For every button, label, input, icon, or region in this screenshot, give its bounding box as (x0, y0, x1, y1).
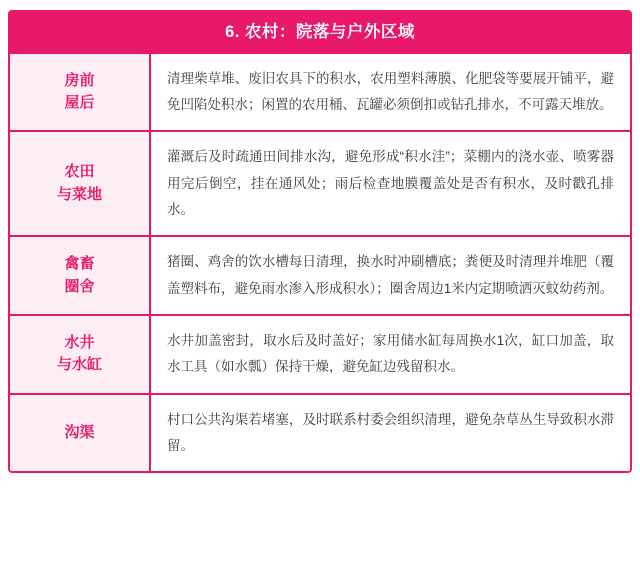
row-label-line: 沟渠 (64, 423, 95, 441)
table-row (10, 54, 630, 132)
table-grid (10, 54, 630, 471)
row-label (10, 54, 150, 132)
table-row (10, 236, 630, 315)
info-table (8, 10, 632, 473)
row-label-line: 农田 (64, 163, 95, 181)
row-label (10, 236, 150, 315)
row-label (10, 131, 150, 236)
table-title: 6. 农村：院落与户外区域 (10, 12, 630, 54)
row-label-line: 禽畜 (64, 255, 95, 273)
row-label (10, 394, 150, 472)
row-label-line: 圈舍 (64, 277, 95, 295)
row-content: 村口公共沟渠若堵塞，及时联系村委会组织清理，避免杂草丛生导致积水滞留。 (150, 394, 630, 472)
row-label-line: 水井 (64, 333, 95, 351)
table-row (10, 315, 630, 394)
row-label-line: 屋后 (64, 94, 95, 112)
row-label-line: 房前 (64, 71, 95, 89)
table-row (10, 394, 630, 472)
row-label (10, 315, 150, 394)
row-content: 水井加盖密封，取水后及时盖好；家用储水缸每周换水1次，缸口加盖，取水工具（如水瓢）保持干燥，避免缸边残留积水。 (150, 315, 630, 394)
table-row (10, 131, 630, 236)
row-content: 猪圈、鸡舍的饮水槽每日清理，换水时冲刷槽底；粪便及时清理并堆肥（覆盖塑料布，避免雨水渗入形成积水）；圈舍周边1米内定期喷洒灭蚊幼药剂。 (150, 236, 630, 315)
row-content: 清理柴草堆、废旧农具下的积水，农用塑料薄膜、化肥袋等要展开铺平，避免凹陷处积水；闲置的农用桶、瓦罐必须倒扣或钻孔排水，不可露天堆放。 (150, 54, 630, 132)
row-label-line: 与菜地 (56, 185, 102, 203)
row-label-line: 与水缸 (56, 356, 102, 374)
row-content: 灌溉后及时疏通田间排水沟，避免形成“积水洼”；菜棚内的浇水壶、喷雾器用完后倒空，挂在通风处；雨后检查地膜覆盖处是否有积水，及时戳孔排水。 (150, 131, 630, 236)
